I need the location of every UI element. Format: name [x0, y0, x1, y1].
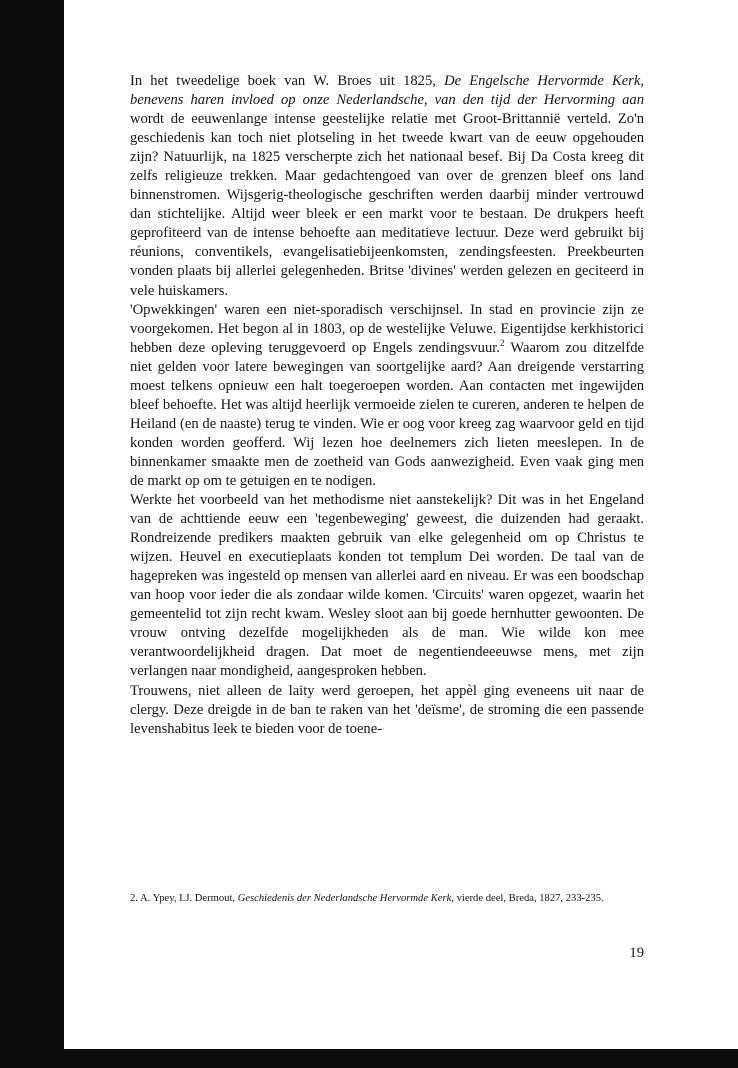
text-run: Werkte het voorbeeld van het methodisme niet aanstekelijk? Dit was in het Engeland van de achttiende eeuw een 'tegenbeweging' geweest, die duizenden had geraakt. Rondreizende predikers maakten gebruik van elke gelegenheid om op Christus te wijzen. Heuvel en executieplaats konden tot templum Dei worden. De taal van de hagepreken was ingesteld op mensen van allerlei aard en niveau. Er was een boodschap van hoop voor ieder die als zondaar wilde komen. 'Circuits' waren opgezet, waarin het gemeentelid tot zijn recht kwam. Wesley sloot aan bij goede hernhutter gewoonten. De vrouw ontving dezelfde mogelijkheden als de man. Wie wilde kon mee verantwoordelijkheid dragen. Dat moet de negentiendeeeuwse mens, met zijn verlangen naar mondigheid, aangesproken hebben.	[130, 492, 644, 680]
scan-border-bottom	[64, 1049, 738, 1068]
page-number: 19	[629, 945, 644, 961]
body-text	[130, 72, 644, 739]
text-run: wordt de eeuwenlange intense geestelijke relatie met Groot-Brittannië verteld. Zo'n geschiedenis kan toch niet plotseling in het tweede kwart van de eeuw opgehouden zijn? Natuurlijk, na 1825 verscherpte zich het nationaal besef. Bij Da Costa kreeg dit zelfs religieuze trekken. Maar gedachtengoed van over de grenzen bleef ons land binnenstromen. Wijsgerig-theologische geschriften werden daarbij minder vertrouwd dan stichtelijke. Altijd weer bleek er een markt voor te bestaan. De drukpers heeft geprofiteerd van de intense behoefte aan meditatieve lectuur. Deze werd gebruikt bij réunions, conventikels, evangelisatiebijeenkomsten, zendingsfeesten. Preekbeurten vonden plaats bij allerlei gelegenheden. Britse 'divines' werden gelezen en geciteerd in vele huiskamers.	[130, 111, 644, 299]
footnote-reference: 2	[499, 337, 505, 348]
book-title: De Engelsche Hervormde Kerk, benevens haren invloed op onze Nederlandsche, van den tijd der Hervorming aan	[130, 73, 644, 109]
footnote-book-title: Geschiedenis der Nederlandsche Hervormde Kerk,	[237, 893, 454, 904]
paragraph-1	[130, 72, 644, 301]
footnote-text: vierde deel, Breda, 1827, 233-235.	[453, 893, 604, 904]
footnote	[130, 891, 644, 906]
footnote-text: 2. A. Ypey, I.J. Dermout,	[130, 893, 238, 904]
scan-border-left	[0, 0, 64, 1068]
paragraph-4	[130, 682, 644, 739]
text-run: In het tweedelige boek van W. Broes uit 1825,	[130, 73, 445, 89]
paragraph-3	[130, 491, 644, 681]
paragraph-2	[130, 301, 644, 491]
text-run: 'Opwekkingen' waren een niet-sporadisch verschijnsel. In stad en provincie zijn ze voorgekomen. Het begon al in 1803, op de westelijke Veluwe. Eigentijdse kerkhistorici hebben deze opleving teruggevoerd op Engels zendingsvuur.	[130, 301, 644, 356]
text-run: Trouwens, niet alleen de laity werd geroepen, het appèl ging eveneens uit naar de clergy. Deze dreigde in de ban te raken van het 'deïsme', de stroming die een passende levenshabitus leek te bieden voor de toene-	[130, 682, 644, 737]
text-run: Waarom zou ditzelfde niet gelden voor latere bewegingen van soortgelijke aard? Aan dreigende verstarring moest telkens opnieuw een halt toegeroepen worden. Aan contacten met ingewijden bleef behoefte. Het was altijd heerlijk vermoeide zielen te cureren, anderen te helpen de Heiland (en de naaste) terug te vinden. Wie er oog voor kreeg zag waarvoor geld en tijd konden worden geofferd. Wij lezen hoe deelnemers zich lieten meeslepen. In de binnenkamer smaakte men de zoetheid van Gods aanwezigheid. Even vaak ging men de markt op om te getuigen en te nodigen.	[130, 339, 644, 489]
